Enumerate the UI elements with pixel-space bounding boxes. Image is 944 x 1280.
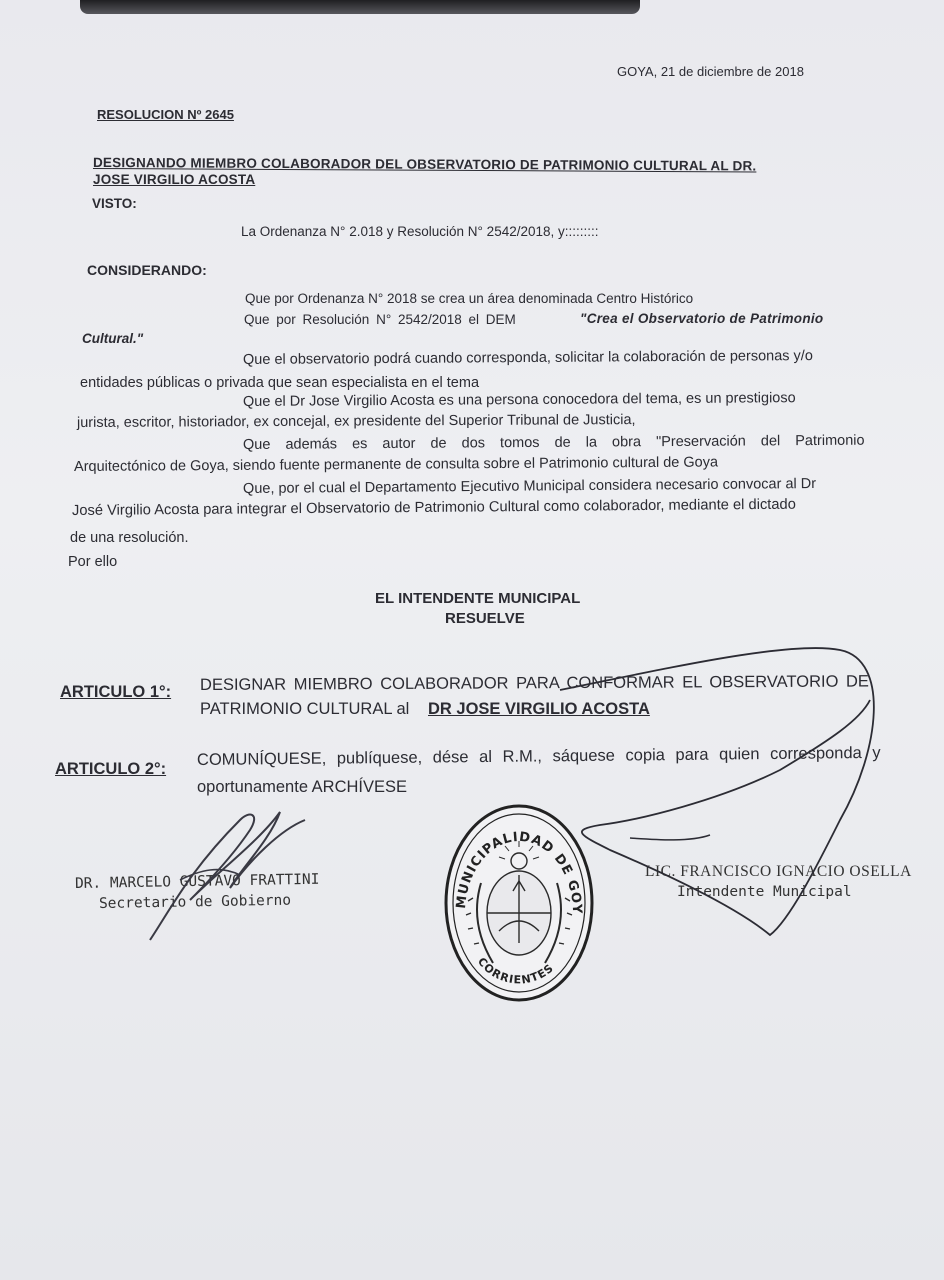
document-title-line2: JOSE VIRGILIO ACOSTA [93,172,256,187]
considerando-p1: Que por Ordenanza N° 2018 se crea un área denominada Centro Histórico [245,291,694,306]
article-2-label: ARTICULO 2°: [55,760,167,778]
document-title-line1: DESIGNANDO MIEMBRO COLABORADOR DEL OBSERVATORIO DE PATRIMONIO CULTURAL AL DR. [92,155,757,174]
visto-text: La Ordenanza N° 2.018 y Resolución N° 2542/2018, y::::::::: [241,224,599,239]
left-signatory-name: DR. MARCELO GUSTAVO FRATTINI [74,871,320,892]
right-signatory-name: LIC. FRANCISCO IGNACIO OSELLA [645,863,912,880]
left-signatory-title: Secretario de Gobierno [98,892,292,912]
considerando-p2a: Que por Resolución N° 2542/2018 el DEM [244,312,516,327]
article-2-line2: oportunamente ARCHÍVESE [197,778,408,796]
municipal-seal [443,803,595,1003]
resuelve-heading: RESUELVE [445,610,525,627]
visto-label: VISTO: [92,196,137,211]
considerando-p6c: de una resolución. [70,530,189,546]
considerando-p6b: José Virgilio Acosta para integrar el Observatorio de Patrimonio Cultural como colaborador, mediante el dictado [71,496,796,519]
seal-bottom-text: CORRIENTES [474,955,557,987]
document-date: GOYA, 21 de diciembre de 2018 [617,64,804,79]
resuelve-heading-intendente: EL INTENDENTE MUNICIPAL [375,590,581,607]
considerando-p3b: entidades públicas o privada que sean especialista en el tema [80,375,480,391]
article-1-line1: DESIGNAR MIEMBRO COLABORADOR PARA CONFORMAR EL OBSERVATORIO DE [199,672,869,694]
considerando-p5b: Arquitectónico de Goya, siendo fuente permanente de consulta sobre el Patrimonio cultural de Goya [73,454,719,475]
considerando-p5a: Que además es autor de dos tomos de la obra "Preservación del Patrimonio [242,432,865,453]
article-1-honoree: DR JOSE VIRGILIO ACOSTA [428,700,650,718]
considerando-p6a: Que, por el cual el Departamento Ejecutivo Municipal considera necesario convocar al Dr [242,475,817,497]
seal-graphic [443,803,595,1003]
article-1-line2a: PATRIMONIO CULTURAL al [200,700,410,718]
article-1-label: ARTICULO 1°: [60,683,172,701]
considerando-p4b: jurista, escritor, historiador, ex concejal, ex presidente del Superior Tribunal de Justicia, [76,412,636,431]
resolution-number: RESOLUCION Nº 2645 [97,107,234,122]
considerando-label: CONSIDERANDO: [87,262,207,278]
article-2-line1: COMUNÍQUESE, publíquese, dése al R.M., sáquese copia para quien corresponda y [196,743,881,769]
right-signatory-title: Intendente Municipal [677,884,852,900]
seal-top-text: MUNICIPALIDAD DE GOY [453,829,585,914]
considerando-p2b: "Crea el Observatorio de Patrimonio [580,311,824,326]
por-ello: Por ello [68,554,118,570]
binder-clip [80,0,640,14]
considerando-p3a: Que el observatorio podrá cuando corresponda, solicitar la colaboración de personas y/o [242,348,813,368]
considerando-p4a: Que el Dr Jose Virgilio Acosta es una persona conocedora del tema, es un prestigioso [242,390,796,410]
considerando-p2c: Cultural." [82,331,144,346]
